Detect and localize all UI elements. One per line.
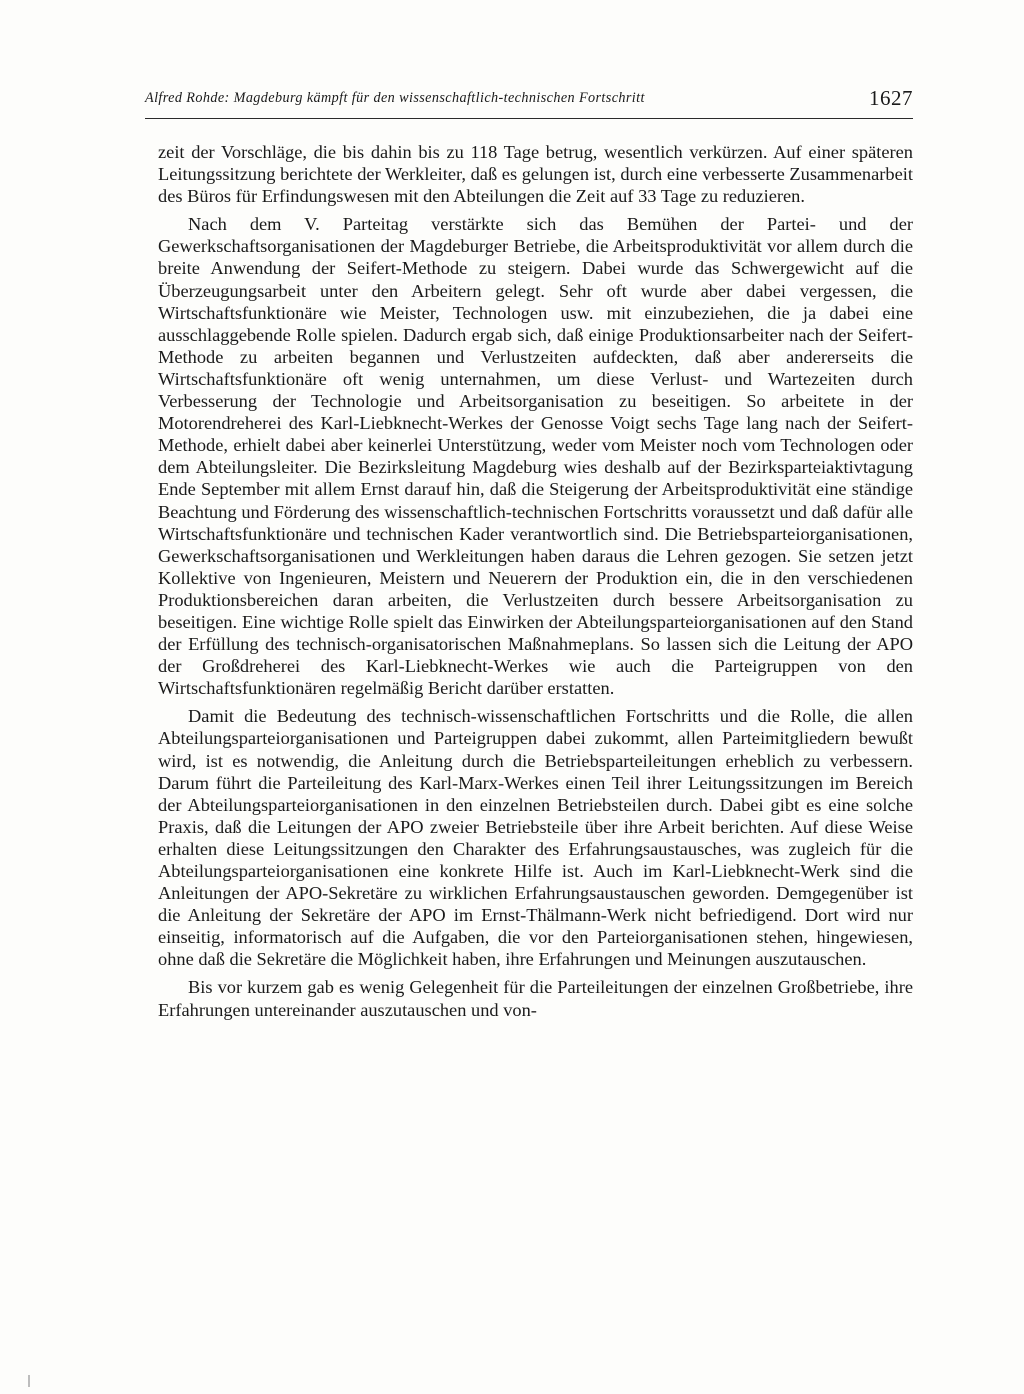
running-header [145, 88, 913, 114]
scan-artifact [28, 1375, 30, 1387]
paragraph-4: Bis vor kurzem gab es wenig Gelegenheit für die Parteileitungen der einzelnen Großbetriebe, ihre Erfahrungen untereinander auszutauschen und von- [158, 977, 913, 1020]
paragraph-1: zeit der Vorschläge, die bis dahin bis zu 118 Tage betrug, wesentlich verkürzen. Auf einer späteren Leitungssitzung berichtete der Werkleiter, daß es gelungen ist, durch eine verbesserte Zusammenarbeit des Büros für Erfindungswesen mit den Abteilungen die Zeit auf 33 Tage zu reduzieren. [158, 142, 913, 207]
paragraph-3: Damit die Bedeutung des technisch-wissenschaftlichen Fortschritts und die Rolle, die allen Abteilungsparteiorganisationen und Parteigruppen dabei zukommt, allen Parteimitgliedern bewußt wird, ist es notwendig, die Anleitung durch die Betriebsparteileitungen erheblich zu verbessern. Darum führt die Parteileitung des Karl-Marx-Werkes einen Teil ihrer Leitungssitzungen im Bereich der Abteilungsparteiorganisationen in den einzelnen Betriebsteilen durch. Dabei gibt es eine solche Praxis, daß die Leitungen der APO zweier Betriebsteile über ihre Arbeit berichten. Auf diese Weise erhalten diese Leitungssitzungen den Charakter des Erfahrungsaustausches, was zugleich für die Abteilungsparteiorganisationen eine konkrete Hilfe ist. Auch im Karl-Liebknecht-Werk sind die Anleitungen der APO-Sekretäre zu wirklichen Erfahrungsaustauschen geworden. Demgegenüber ist die Anleitung der Sekretäre der APO im Ernst-Thälmann-Werk nicht befriedigend. Dort wird nur einseitig, informatorisch auf die Aufgaben, die vor den Parteiorganisationen stehen, hingewiesen, ohne daß die Sekretäre die Möglichkeit haben, ihre Erfahrungen und Meinungen auszutauschen. [158, 706, 913, 970]
header-rule [145, 118, 913, 119]
running-title: Alfred Rohde: Magdeburg kämpft für den wissenschaftlich-technischen Fortschritt [145, 90, 645, 106]
body-text [158, 141, 913, 1027]
paragraph-2: Nach dem V. Parteitag verstärkte sich das Bemühen der Partei- und der Gewerkschaftsorganisationen der Magdeburger Betriebe, die Arbeitsproduktivität vor allem durch die breite Anwendung der Seifert-Methode zu steigern. Dabei wurde das Schwergewicht auf die Überzeugungsarbeit unter den Arbeitern gelegt. Sehr oft wurde aber dabei vergessen, die Wirtschaftsfunktionäre wie Meister, Technologen usw. mit einzubeziehen, die ja dabei eine ausschlaggebende Rolle spielen. Dadurch ergab sich, daß einige Produktionsarbeiter nach der Seifert-Methode zu arbeiten begannen und Verlustzeiten aufdeckten, daß aber andererseits die Wirtschaftsfunktionäre oft wenig unternahmen, um diese Verlust- und Wartezeiten durch Verbesserung der Technologie und Arbeitsorganisation zu beseitigen. So arbeitete in der Motorendreherei des Karl-Liebknecht-Werkes der Genosse Voigt sechs Tage lang nach der Seifert-Methode, erhielt dabei aber keinerlei Unterstützung, weder vom Meister noch vom Technologen oder dem Abteilungsleiter. Die Bezirksleitung Magdeburg wies deshalb auf der Bezirksparteiaktivtagung Ende September mit allem Ernst darauf hin, daß die Steigerung der Arbeitsproduktivität eine ständige Beachtung und Förderung des wissenschaftlich-technischen Fortschritts voraussetzt und daß dafür alle Wirtschaftsfunktionäre und technischen Kader verantwortlich sind. Die Betriebsparteiorganisationen, Gewerkschaftsorganisationen und Werkleitungen haben daraus die Lehren gezogen. Sie setzen jetzt Kollektive von Ingenieuren, Meistern und Neuerern der Produktion ein, die in den verschiedenen Produktionsbereichen daran arbeiten, die Verlustzeiten durch bessere Arbeitsorganisation zu beseitigen. Eine wichtige Rolle spielt das Einwirken der Abteilungsparteiorganisationen auf den Stand der Erfüllung des technisch-organisatorischen Maßnahmeplans. So lassen sich die Leitung der APO der Großdreherei des Karl-Liebknecht-Werkes wie auch die Parteigruppen von den Wirtschaftsfunktionären regelmäßig Bericht darüber erstatten. [158, 214, 913, 699]
page-number: 1627 [869, 86, 913, 110]
